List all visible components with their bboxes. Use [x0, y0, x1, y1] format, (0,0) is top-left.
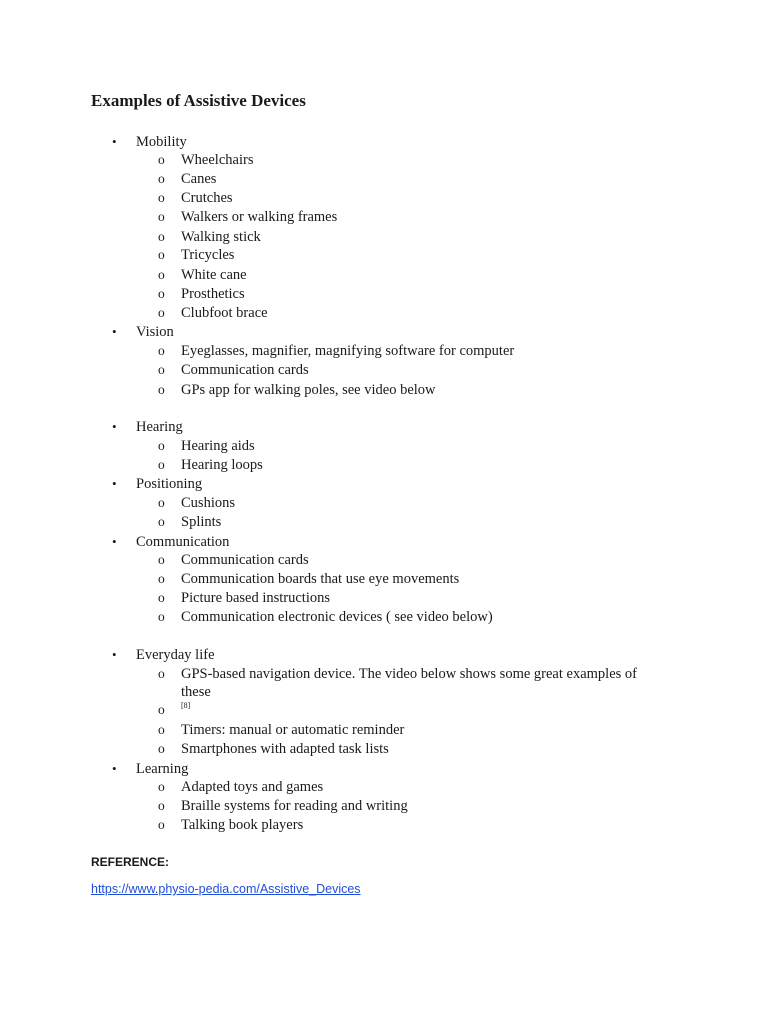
category-label: Communication — [136, 534, 230, 550]
list-item-continuation — [181, 683, 211, 701]
sub-bullet-marker: o — [158, 229, 165, 244]
sub-bullet-marker: o — [158, 702, 165, 717]
item-label: White cane — [181, 267, 247, 283]
list-item — [158, 170, 217, 188]
item-label: Picture based instructions — [181, 590, 331, 606]
list-item-category — [112, 533, 230, 551]
sub-bullet-marker: o — [158, 267, 165, 282]
bullet-marker: • — [112, 476, 117, 491]
sub-bullet-marker: o — [158, 552, 165, 567]
item-label: Walking stick — [181, 229, 261, 245]
list-item-category — [112, 760, 189, 778]
item-label: Hearing aids — [181, 438, 255, 454]
reference-label: REFERENCE: — [91, 855, 170, 869]
list-item — [158, 551, 309, 569]
item-label: Adapted toys and games — [181, 779, 324, 795]
sub-bullet-marker: o — [158, 779, 165, 794]
item-label: Tricycles — [181, 247, 235, 263]
item-label: Prosthetics — [181, 286, 245, 302]
sub-bullet-marker: o — [158, 457, 165, 472]
list-item — [158, 266, 247, 284]
sub-bullet-marker: o — [158, 741, 165, 756]
item-label: Clubfoot brace — [181, 305, 268, 321]
item-label: Communication cards — [181, 552, 309, 568]
list-item — [158, 342, 515, 360]
list-item-category — [112, 133, 187, 151]
item-label: Smartphones with adapted task lists — [181, 741, 389, 757]
sub-bullet-marker: o — [158, 817, 165, 832]
list-item — [158, 361, 309, 379]
category-label: Positioning — [136, 476, 203, 492]
list-item — [158, 513, 222, 531]
sub-bullet-marker: o — [158, 438, 165, 453]
sub-bullet-marker: o — [158, 171, 165, 186]
item-label: Wheelchairs — [181, 152, 254, 168]
category-label: Vision — [136, 324, 174, 340]
list-item — [158, 189, 233, 207]
sub-bullet-marker: o — [158, 609, 165, 624]
list-item — [158, 701, 191, 721]
sub-bullet-marker: o — [158, 798, 165, 813]
reference-link[interactable]: https://www.physio-pedia.com/Assistive_Devices — [91, 882, 361, 896]
sub-bullet-marker: o — [158, 495, 165, 510]
bullet-marker: • — [112, 647, 117, 662]
sub-bullet-marker: o — [158, 343, 165, 358]
list-item — [158, 797, 408, 815]
bullet-marker: • — [112, 761, 117, 776]
list-item — [158, 208, 338, 226]
list-item — [158, 437, 255, 455]
item-label: Splints — [181, 514, 222, 530]
item-label: Communication boards that use eye movements — [181, 571, 460, 587]
list-item — [158, 589, 331, 607]
item-label: Eyeglasses, magnifier, magnifying software for computer — [181, 343, 515, 359]
sub-bullet-marker: o — [158, 152, 165, 167]
bullet-marker: • — [112, 134, 117, 149]
sub-bullet-marker: o — [158, 209, 165, 224]
item-label: Crutches — [181, 190, 233, 206]
item-label: Walkers or walking frames — [181, 209, 338, 225]
page-title: Examples of Assistive Devices — [91, 91, 306, 110]
category-label: Hearing — [136, 419, 183, 435]
sub-bullet-marker: o — [158, 382, 165, 397]
category-label: Everyday life — [136, 647, 215, 663]
list-item-category — [112, 475, 203, 493]
list-item — [158, 228, 261, 246]
sub-bullet-marker: o — [158, 514, 165, 529]
item-label: Communication cards — [181, 362, 309, 378]
sub-bullet-marker: o — [158, 362, 165, 377]
sub-bullet-marker: o — [158, 286, 165, 301]
list-item — [158, 494, 235, 512]
sub-bullet-marker: o — [158, 571, 165, 586]
item-label: Communication electronic devices ( see video below) — [181, 609, 493, 625]
list-item — [158, 721, 405, 739]
sub-bullet-marker: o — [158, 666, 165, 681]
list-item — [158, 778, 324, 796]
bullet-marker: • — [112, 324, 117, 339]
list-item-category — [112, 646, 215, 664]
sub-bullet-marker: o — [158, 247, 165, 262]
list-item — [158, 151, 254, 169]
list-item — [158, 246, 235, 264]
list-item — [158, 816, 304, 834]
list-item-category — [112, 418, 183, 436]
item-label: Talking book players — [181, 817, 304, 833]
list-item — [158, 665, 637, 683]
sub-bullet-marker: o — [158, 190, 165, 205]
sub-bullet-marker: o — [158, 305, 165, 320]
item-label: Timers: manual or automatic reminder — [181, 722, 405, 738]
list-item — [158, 456, 263, 474]
item-label: Cushions — [181, 495, 235, 511]
list-item — [158, 381, 436, 399]
list-item — [158, 570, 460, 588]
sub-bullet-marker: o — [158, 590, 165, 605]
item-label: GPs app for walking poles, see video below — [181, 382, 436, 398]
item-label: Braille systems for reading and writing — [181, 798, 408, 814]
list-item — [158, 304, 268, 322]
list-item — [158, 608, 493, 626]
category-label: Mobility — [136, 134, 187, 150]
item-label: Hearing loops — [181, 457, 263, 473]
category-label: Learning — [136, 761, 189, 777]
item-label: Canes — [181, 171, 217, 187]
list-item-category — [112, 323, 174, 341]
bullet-marker: • — [112, 419, 117, 434]
item-label: GPS-based navigation device. The video below shows some great examples of — [181, 666, 637, 682]
sub-bullet-marker: o — [158, 722, 165, 737]
item-label: these — [181, 684, 211, 700]
list-item — [158, 740, 389, 758]
citation-marker: [8] — [181, 701, 191, 710]
list-item — [158, 285, 245, 303]
bullet-marker: • — [112, 534, 117, 549]
